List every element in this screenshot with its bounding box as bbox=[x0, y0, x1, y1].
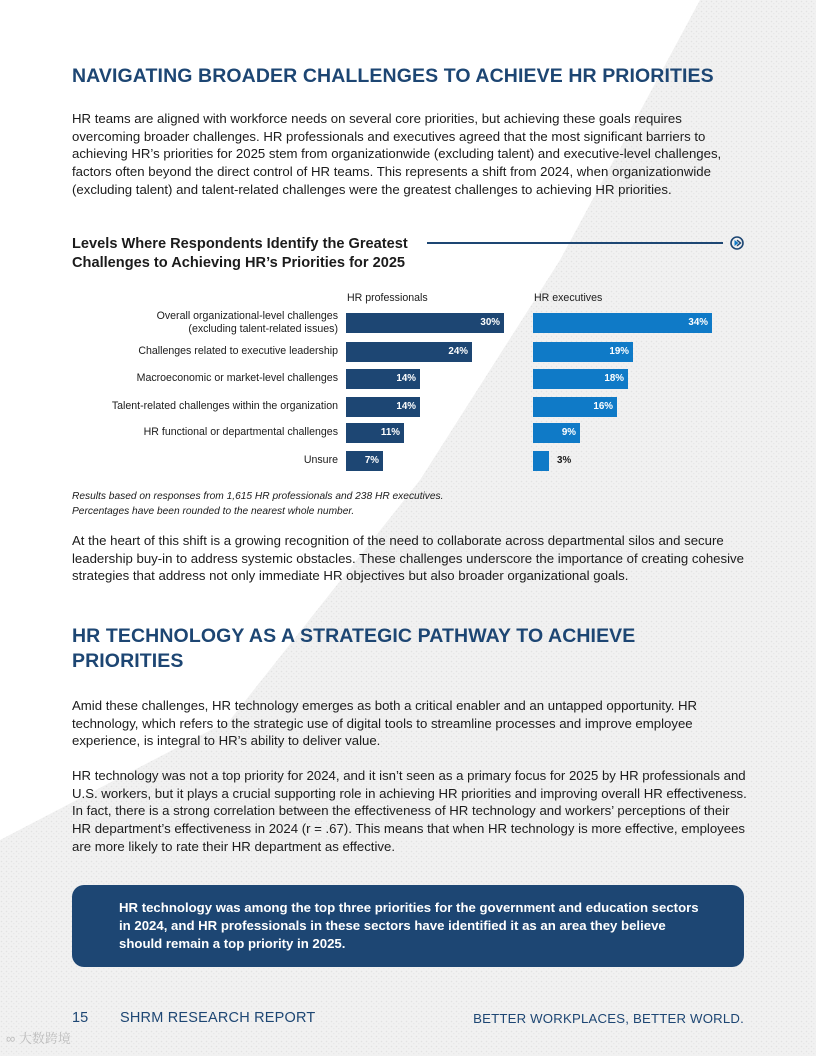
intro-paragraph: HR teams are aligned with workforce needs on several core priorities, but achieving these goals requires overcoming broader challenges. HR professionals and executives agreed that the most significant barriers to achieving HR’s priorities for 2025 stem from organizationwide (excluding talent) and executive-level challenges, factors often beyond the direct control of HR teams. This represents a shift from 2024, when organizationwide (excluding talent) and talent-related challenges were the greatest challenges to achieving HR priorities. bbox=[72, 111, 722, 197]
chart-title-line2: Challenges to Achieving HR’s Priorities for 2025 bbox=[72, 255, 406, 271]
hr-technology-paragraph-2: HR technology was not a top priority for 2024, and it isn’t seen as a primary focus for 2025 by HR professionals and U.S. workers, but it plays a crucial supporting role in achieving HR priorities and improving overall HR effectiveness. In fact, there is a strong correlation between the effectiveness of HR technology and workers’ perceptions of their HR department’s effectiveness in 2024 (r = .67). This means that when HR technology is more effective, employees are more likely to rate their HR department as effective. bbox=[72, 768, 747, 854]
hr-technology-paragraph-1: Amid these challenges, HR technology emerges as both a critical enabler and an untapped opportunity. HR technology, which refers to the strategic use of digital tools to streamline processes and improve employee experience, is integral to HR’s ability to deliver value. bbox=[72, 698, 698, 749]
section-heading-hr-technology: HR TECHNOLOGY AS A STRATEGIC PATHWAY TO ACHIEVE PRIORITIES bbox=[72, 625, 636, 672]
report-name: SHRM RESEARCH REPORT bbox=[120, 1010, 316, 1026]
category-label-line: Talent-related challenges within the organization bbox=[111, 400, 338, 413]
category-label-line: (excluding talent-related issues) bbox=[188, 323, 338, 335]
chart-note-line1: Results based on responses from 1,615 HR professionals and 238 HR executives. bbox=[72, 491, 444, 502]
legend-hr-executives: HR executives bbox=[534, 292, 603, 304]
category-label bbox=[112, 400, 338, 413]
bar-value-label: 19% bbox=[609, 346, 629, 357]
chart-note bbox=[72, 490, 672, 519]
category-label bbox=[144, 426, 338, 439]
bar-value-label: 7% bbox=[364, 455, 379, 466]
bar-value-label: 9% bbox=[561, 427, 576, 438]
watermark-text: 大数跨境 bbox=[18, 1031, 71, 1046]
bar-value-label: 3% bbox=[557, 455, 572, 466]
bar-value-label: 24% bbox=[448, 346, 468, 357]
chart-title-rule bbox=[427, 242, 723, 244]
category-label-line: Unsure bbox=[303, 454, 338, 467]
section-heading-challenges: NAVIGATING BROADER CHALLENGES TO ACHIEVE HR PRIORITIES bbox=[72, 65, 714, 87]
page-number: 15 bbox=[72, 1010, 89, 1026]
bar-value-label: 11% bbox=[380, 427, 400, 438]
bar-hr-executives bbox=[533, 451, 549, 471]
bar-value-label: 18% bbox=[604, 373, 624, 384]
arrow-circle-icon bbox=[730, 236, 744, 250]
bar-value-label: 16% bbox=[593, 401, 613, 412]
legend-hr-professionals: HR professionals bbox=[347, 292, 428, 304]
category-label-line: HR functional or departmental challenges bbox=[143, 426, 338, 439]
callout-text: HR technology was among the top three priorities for the government and education sectors in 2024, and HR professionals in these sectors have identified it as an area they believe should remain a top priority in 2025. bbox=[119, 900, 699, 951]
category-label bbox=[138, 345, 338, 358]
paragraph-after-chart: At the heart of this shift is a growing recognition of the need to collaborate across departmental silos and secure leadership buy-in to address systemic obstacles. These challenges underscore the importance of creating cohesive strategies that address not only immediate HR objectives but also broader organizational goals. bbox=[72, 533, 744, 584]
bar-value-label: 14% bbox=[396, 401, 416, 412]
chart-title-line1: Levels Where Respondents Identify the Greatest bbox=[72, 236, 408, 252]
category-label-line: Challenges related to executive leadership bbox=[138, 345, 338, 358]
category-label bbox=[157, 310, 338, 337]
bar-value-label: 14% bbox=[396, 373, 416, 384]
watermark: ∞ 大数跨境 bbox=[6, 1031, 71, 1046]
category-label-line: Overall organizational-level challenges bbox=[156, 309, 338, 322]
category-label-line: Macroeconomic or market-level challenges bbox=[136, 372, 338, 385]
callout-box bbox=[72, 885, 744, 967]
bar-value-label: 34% bbox=[688, 317, 708, 328]
tagline: BETTER WORKPLACES, BETTER WORLD. bbox=[473, 1011, 744, 1026]
bar-value-label: 30% bbox=[480, 317, 500, 328]
category-label bbox=[137, 372, 338, 385]
chart-note-line2: Percentages have been rounded to the nearest whole number. bbox=[72, 505, 355, 517]
chart-title bbox=[72, 235, 424, 273]
category-label bbox=[304, 454, 338, 467]
